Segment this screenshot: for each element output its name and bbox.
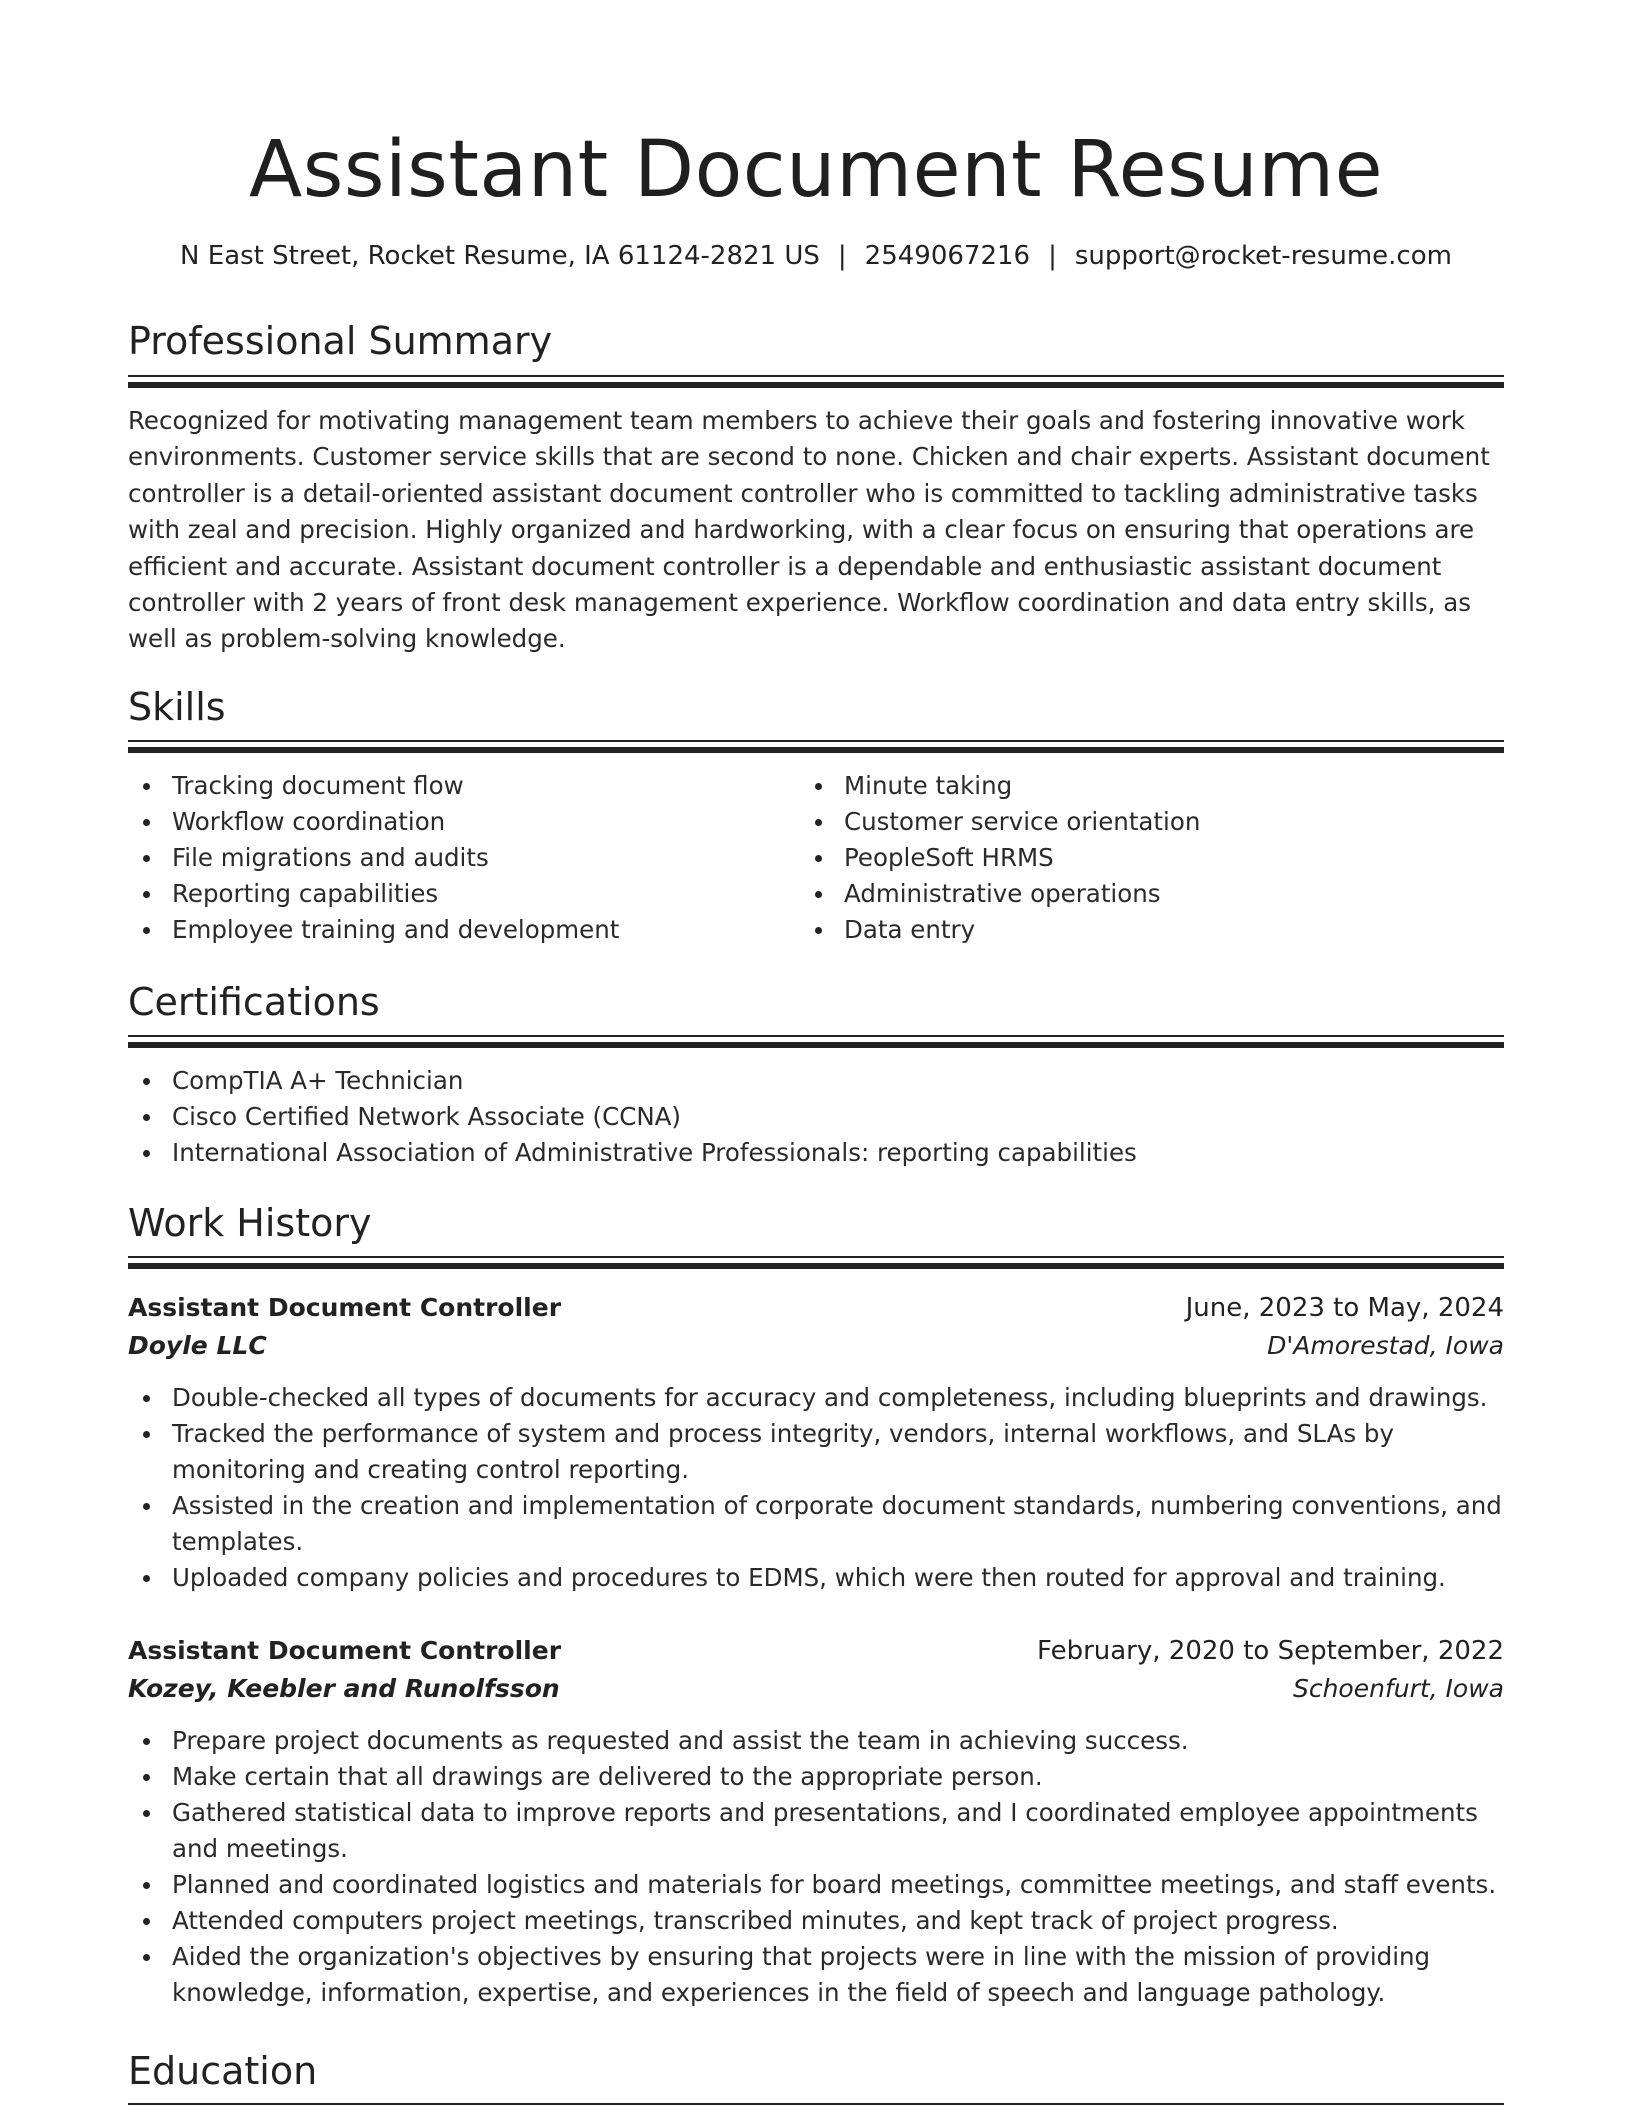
section-divider [128,1035,1504,1045]
skill-item: Administrative operations [800,876,1504,912]
section-title-summary: Professional Summary [128,319,553,363]
job-dates: February, 2020 to September, 2022 [1037,1636,1504,1666]
skill-item: Data entry [800,912,1504,948]
job-bullet: Double-checked all types of documents for accuracy and completeness, including blueprints and drawings. [128,1380,1508,1416]
certifications-list [128,1063,1508,1171]
section-title-certifications: Certifications [128,980,380,1024]
contact-phone: 2549067216 [864,241,1031,271]
certification-item: Cisco Certified Network Associate (CCNA) [128,1099,1508,1135]
job-company: Kozey, Keebler and Runolfsson [128,1674,560,1703]
contact-separator: | [837,241,847,271]
job-bullet: Assisted in the creation and implementation of corporate document standards, numbering conventions, and templates. [128,1488,1508,1560]
skill-item: Reporting capabilities [128,876,768,912]
job-subheader [128,1670,1504,1708]
skills-list-left [128,768,768,948]
job-bullet: Prepare project documents as requested and assist the team in achieving success. [128,1723,1508,1759]
section-divider [128,375,1504,385]
job-title: Assistant Document Controller [128,1293,562,1322]
skill-item: Minute taking [800,768,1504,804]
job-bullet: Aided the organization's objectives by ensuring that projects were in line with the mission of providing knowledge, information, expertise, and experiences in the field of speech and language pathology. [128,1939,1508,2011]
certification-item: International Association of Administrative Professionals: reporting capabilities [128,1135,1508,1171]
job-header [128,1632,1504,1670]
skills-list-right [800,768,1504,948]
job-bullet: Attended computers project meetings, transcribed minutes, and kept track of project progress. [128,1903,1508,1939]
skill-item: File migrations and audits [128,840,768,876]
section-divider [128,1256,1504,1266]
job-header [128,1289,1504,1327]
job-bullet: Gathered statistical data to improve reports and presentations, and I coordinated employee appointments and meetings. [128,1795,1508,1867]
contact-line [0,236,1632,276]
skill-item: PeopleSoft HRMS [800,840,1504,876]
job-title: Assistant Document Controller [128,1636,562,1665]
job-location: Schoenfurt, Iowa [1292,1674,1504,1703]
skill-item: Workflow coordination [128,804,768,840]
job-bullets [128,1723,1508,2011]
contact-address: N East Street, Rocket Resume, IA 61124-2821 US [180,241,820,271]
job-dates: June, 2023 to May, 2024 [1185,1293,1504,1323]
job-bullet: Tracked the performance of system and process integrity, vendors, internal workflows, and SLAs by monitoring and creating control reporting. [128,1416,1508,1488]
skill-item: Employee training and development [128,912,768,948]
job-bullet: Planned and coordinated logistics and materials for board meetings, committee meetings, and staff events. [128,1867,1508,1903]
job-bullets [128,1380,1508,1596]
section-title-work-history: Work History [128,1201,372,1245]
summary-text: Recognized for motivating management team members to achieve their goals and fostering innovative work environments. Customer service skills that are second to none. Chicken and chair experts. Assistant document controller is a detail-oriented assistant document controller who is committed to tackling administrative tasks with zeal and precision. Highly organized and hardworking, with a clear focus on ensuring that operations are efficient and accurate. Assistant document controller is a dependable and enthusiastic assistant document controller with 2 years of front desk management experience. Workflow coordination and data entry skills, as well as problem-solving knowledge. [128,406,1490,654]
job-location: D'Amorestad, Iowa [1267,1331,1504,1360]
skill-item: Customer service orientation [800,804,1504,840]
section-title-skills: Skills [128,685,226,729]
contact-separator: | [1048,241,1057,271]
job-company: Doyle LLC [128,1331,267,1360]
job-bullet: Uploaded company policies and procedures to EDMS, which were then routed for approval and training. [128,1560,1508,1596]
section-divider [128,740,1504,750]
contact-email: support@rocket-resume.com [1074,241,1452,271]
certification-item: CompTIA A+ Technician [128,1063,1508,1099]
skill-item: Tracking document flow [128,768,768,804]
job-bullet: Make certain that all drawings are delivered to the appropriate person. [128,1759,1508,1795]
job-subheader [128,1327,1504,1365]
section-divider [128,2103,1504,2105]
section-title-education: Education [128,2049,318,2093]
resume-name: Assistant Document Resume [248,125,1384,215]
